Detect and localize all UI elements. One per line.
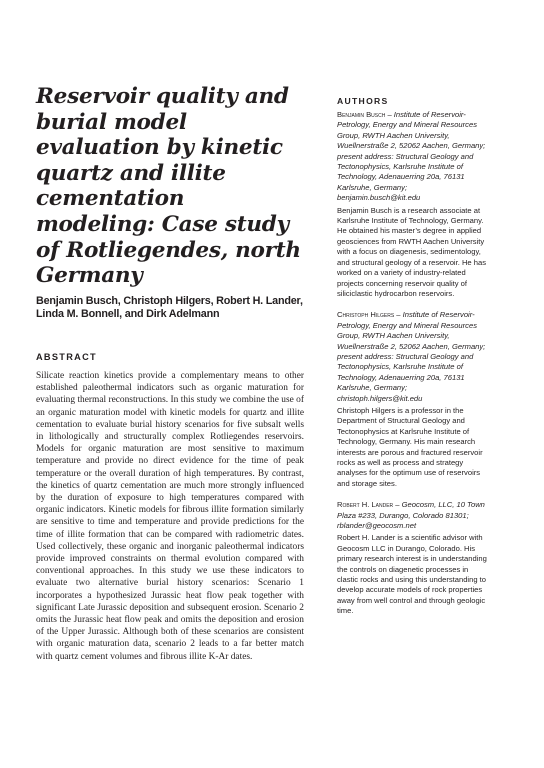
authors-column	[337, 96, 487, 628]
article-authors: Benjamin Busch, Christoph Hilgers, Robert H. Lander, Linda M. Bonnell, and Dirk Adelmann	[36, 294, 303, 321]
abstract-text: Silicate reaction kinetics provide a complementary means to other established paleothermal indicators such as organic maturation for evaluating thermal reconstructions. In this study we combine the use of an organic maturation model with kinetic models for quartz and illite cementation to evaluate burial history scenarios for five subsalt wells in lithologically and structurally complex Rotliegendes reservoirs. Models for organic maturation are most sensitive to maximum temperature and provide no direct evidence for the time of peak temperature or the overall duration of high temperatures. By contrast, the kinetics of quartz cementation are much more strongly influenced by the duration of exposure to high temperatures compared with organic indicators. Kinetic models for fibrous illite formation similarly are sensitive to time and temperature and provide predictions for the time of illite formation that can be compared with radiometric dates. Used collectively, these organic and inorganic paleothermal indicators provide improved constraints on thermal evolution compared with conventional approaches. In this study we use these indicators to evaluate two alternative burial history scenarios: Scenario 1 incorporates a hypothesized Jurassic heat flow peak together with significant Late Jurassic deposition and subsequent erosion. Scenario 2 omits the Jurassic heat flow peak and omits the deposition and erosion of the Upper Jurassic. Although both of these scenarios are consistent with organic maturation data, scenario 2 leads to a far better match with quartz cement volumes and fibrous illite K-Ar dates.	[36, 370, 304, 662]
author-biography: Benjamin Busch is a research associate at Karlsruhe Institute of Technology, Germany. He obtained his master’s degree in applied geosciences from RWTH Aachen University with a focus on diagenesis, sedimentology, and structural geology of a reservoir. He has worked on a variety of industry-related projects concerning reservoir quality of siliciclastic hydrocarbon reservoirs.	[337, 205, 487, 298]
affiliation-text: – Institute of Reservoir-Petrology, Energy and Mineral Resources Group, RWTH Aachen University, Wuellnerstraße 2, 52062 Aachen, Germany; present address: Structural Geology and Tectonophysics, Karlsruhe Institute of Technology, Adenauerring 20a, 76131 Karlsruhe, Germany; christoph.hilgers@kit.edu	[337, 310, 486, 403]
affiliation-text: – Geocosm, LLC, 10 Town Plaza #233, Durango, Colorado 81301; rblander@geocosm.net	[337, 500, 485, 531]
author-bio-lander	[337, 500, 487, 616]
left-column	[36, 84, 304, 663]
article-title: Reservoir quality and burial model evaluation by kinetic quartz and illite cementation modeling: Case study of Rotliegendes, north Germany	[36, 84, 301, 289]
author-biography: Robert H. Lander is a scientific advisor with Geocosm LLC in Durango, Colorado. His primary research interest is in understanding the controls on diagenetic processes in clastic rocks and using this understanding to develop accurate models of rock properties away from well control and through geologic time.	[337, 533, 487, 616]
author-name: Robert H. Lander	[337, 500, 394, 510]
author-biography: Christoph Hilgers is a professor in the Department of Structural Geology and Tectonophysics at Karlsruhe Institute of Technology, Germany. His main research interests are porous and fractured reservoir rocks as well as process and strategy analyses for the optimum use of reservoirs and storage sites.	[337, 405, 483, 488]
author-affiliation	[337, 110, 487, 204]
author-bio-busch	[337, 110, 487, 299]
author-name: Benjamin Busch	[337, 110, 386, 119]
affiliation-text: – Institute of Reservoir-Petrology, Energy and Mineral Resources Group, RWTH Aachen University, Wuellnerstraße 2, 52062 Aachen, Germany; present address: Structural Geology and Tectonophysics, Karlsruhe Institute of Technology, Adenauerring 20a, 76131 Karlsruhe, Germany; benjamin.busch@kit.edu	[337, 110, 486, 203]
author-affiliation	[337, 310, 487, 404]
author-name: Christoph Hilgers	[337, 310, 395, 320]
author-affiliation	[337, 500, 487, 531]
abstract-heading: ABSTRACT	[36, 351, 97, 362]
authors-heading: AUTHORS	[337, 96, 389, 106]
author-bio-hilgers	[337, 310, 487, 489]
